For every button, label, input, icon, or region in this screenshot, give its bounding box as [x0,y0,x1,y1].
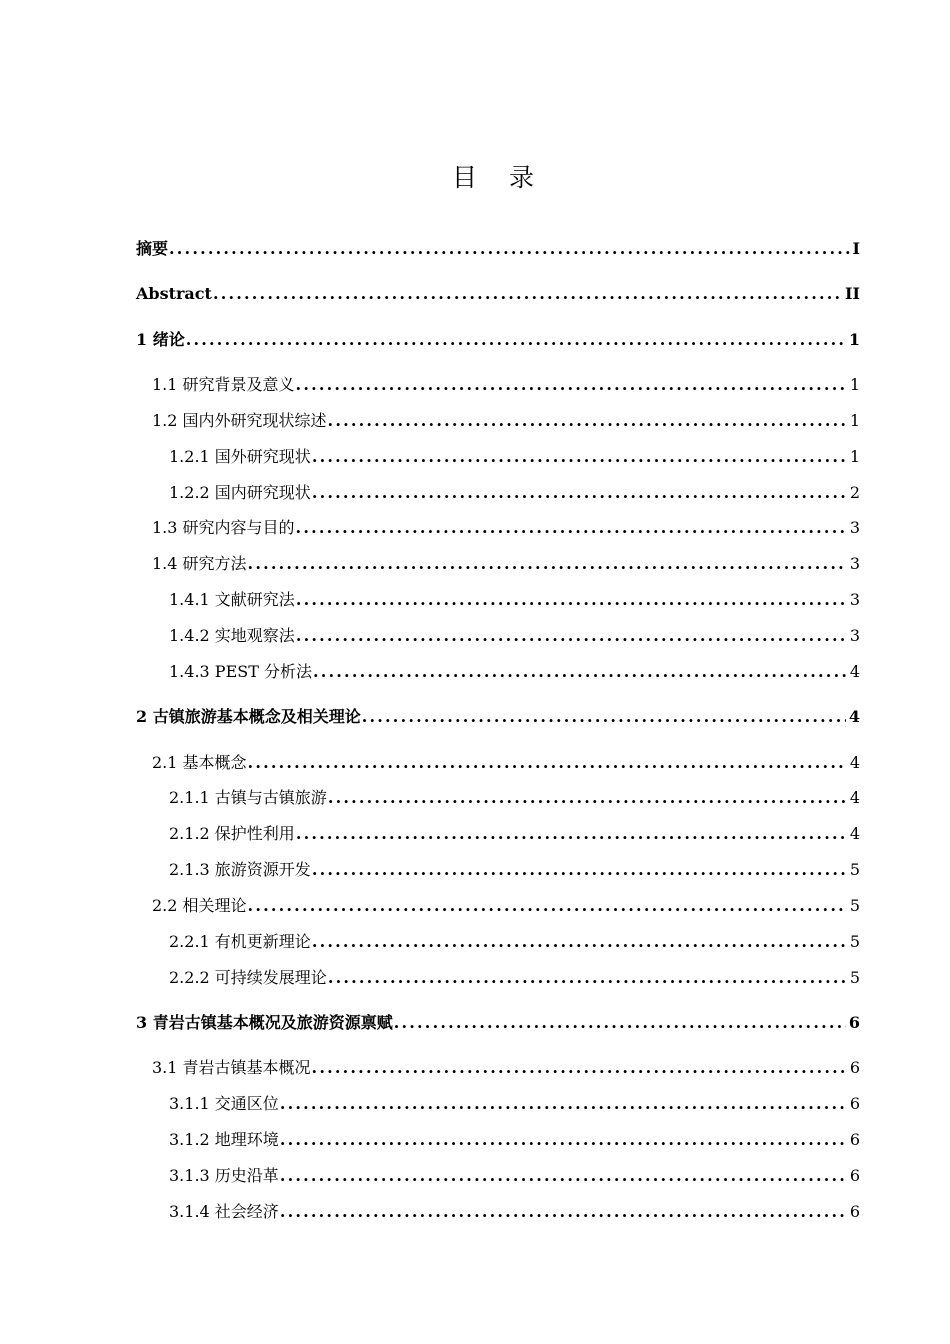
toc-entry-page-number: II [845,284,860,303]
toc-entry[interactable] [169,1092,860,1116]
toc-entry-label: Abstract [136,284,212,303]
dot-leader [328,409,847,433]
toc-entry[interactable] [152,373,860,397]
dot-leader [213,282,842,306]
toc-entry-page-number: I [852,239,860,258]
toc-entry[interactable] [169,822,860,846]
dot-leader [312,1056,847,1080]
dot-leader [362,705,846,729]
toc-title: 目 录 [452,163,546,192]
toc-entry-label: 3.1.2 地理环境 [169,1130,279,1149]
toc-entry[interactable] [169,481,860,505]
toc-entry[interactable] [136,237,860,261]
toc-entry-page-number: 4 [849,788,860,807]
dot-leader [313,660,847,684]
toc-entry[interactable] [169,1200,860,1224]
toc-entry[interactable] [152,516,860,540]
dot-leader [169,237,850,261]
toc-entry-label: 3 青岩古镇基本概况及旅游资源禀赋 [136,1013,393,1032]
dot-leader [296,624,847,648]
dot-leader [312,445,847,469]
toc-entry-label: 2.2 相关理论 [152,896,247,915]
dot-leader [296,373,847,397]
toc-entry-label: 2.2.2 可持续发展理论 [169,968,327,987]
toc-entry-label: 1.1 研究背景及意义 [152,375,295,394]
toc-entry-label: 1.2.1 国外研究现状 [169,447,311,466]
toc-entry-page-number: 3 [849,554,860,573]
toc-entry[interactable] [169,588,860,612]
toc-entry[interactable] [152,1056,860,1080]
dot-leader [296,516,847,540]
toc-entry-page-number: 5 [849,860,860,879]
toc-entry-label: 1.4.3 PEST 分析法 [169,662,312,681]
toc-entry-page-number: 2 [849,483,860,502]
toc-entry-label: 2.2.1 有机更新理论 [169,932,311,951]
toc-entry[interactable] [169,930,860,954]
toc-entry-label: 3.1.4 社会经济 [169,1202,279,1221]
toc-entry-label: 2.1.3 旅游资源开发 [169,860,311,879]
toc-entry-label: 1.2 国内外研究现状综述 [152,411,327,430]
toc-entry-label: 1.4.1 文献研究法 [169,590,295,609]
toc-entry[interactable] [169,1164,860,1188]
dot-leader [280,1164,847,1188]
dot-leader [280,1092,847,1116]
toc-entry-page-number: 1 [849,447,860,466]
toc-entry-label: 2.1 基本概念 [152,753,247,772]
dot-leader [328,786,847,810]
toc-entry-page-number: 3 [849,518,860,537]
toc-entry[interactable] [169,1128,860,1152]
dot-leader [248,894,847,918]
toc-entry[interactable] [152,552,860,576]
dot-leader [186,328,846,352]
toc-entry-page-number: 5 [849,968,860,987]
toc-entry[interactable] [169,624,860,648]
toc-entry[interactable] [169,786,860,810]
toc-entry-page-number: 1 [849,411,860,430]
toc-entry-page-number: 6 [848,1013,860,1032]
toc-entry[interactable] [136,282,860,306]
toc-entry[interactable] [169,966,860,990]
toc-entry[interactable] [136,328,860,352]
dot-leader [312,481,847,505]
toc-entry-label: 2.1.2 保护性利用 [169,824,295,843]
toc-entry-label: 2.1.1 古镇与古镇旅游 [169,788,327,807]
toc-entry-page-number: 4 [849,753,860,772]
toc-entry-label: 3.1.1 交通区位 [169,1094,279,1113]
toc-entry-label: 1.4 研究方法 [152,554,247,573]
toc-entry[interactable] [136,705,860,729]
dot-leader [248,552,847,576]
toc-entry-label: 1.3 研究内容与目的 [152,518,295,537]
toc-entry-page-number: 4 [849,824,860,843]
toc-entry-page-number: 1 [848,330,860,349]
toc-entry-page-number: 5 [849,932,860,951]
toc-entry[interactable] [169,858,860,882]
toc-entry-label: 3.1.3 历史沿革 [169,1166,279,1185]
dot-leader [296,588,847,612]
toc-entry-label: 3.1 青岩古镇基本概况 [152,1058,311,1077]
toc-entry-label: 1.4.2 实地观察法 [169,626,295,645]
toc-entry-page-number: 6 [849,1166,860,1185]
toc-entry-page-number: 4 [848,707,860,726]
toc-entry-page-number: 6 [849,1058,860,1077]
toc-entry-page-number: 3 [849,590,860,609]
dot-leader [394,1011,846,1035]
toc-entry-page-number: 6 [849,1130,860,1149]
toc-entry[interactable] [136,1011,860,1035]
toc-entry-page-number: 6 [849,1202,860,1221]
dot-leader [296,822,847,846]
toc-entry-label: 1.2.2 国内研究现状 [169,483,311,502]
dot-leader [312,930,847,954]
toc-entry-page-number: 4 [849,662,860,681]
toc-entry[interactable] [169,660,860,684]
dot-leader [248,751,847,775]
toc-entry-page-number: 3 [849,626,860,645]
dot-leader [280,1200,847,1224]
toc-entry[interactable] [152,894,860,918]
toc-entry-label: 1 绪论 [136,330,185,349]
toc-entry-page-number: 6 [849,1094,860,1113]
toc-entry-label: 2 古镇旅游基本概念及相关理论 [136,707,361,726]
toc-entry-label: 摘要 [136,239,169,258]
toc-entry-page-number: 5 [849,896,860,915]
toc-entry[interactable] [152,751,860,775]
toc-entry-page-number: 1 [849,375,860,394]
dot-leader [312,858,847,882]
dot-leader [328,966,847,990]
toc-entry[interactable] [169,445,860,469]
dot-leader [280,1128,847,1152]
toc-entry[interactable] [152,409,860,433]
